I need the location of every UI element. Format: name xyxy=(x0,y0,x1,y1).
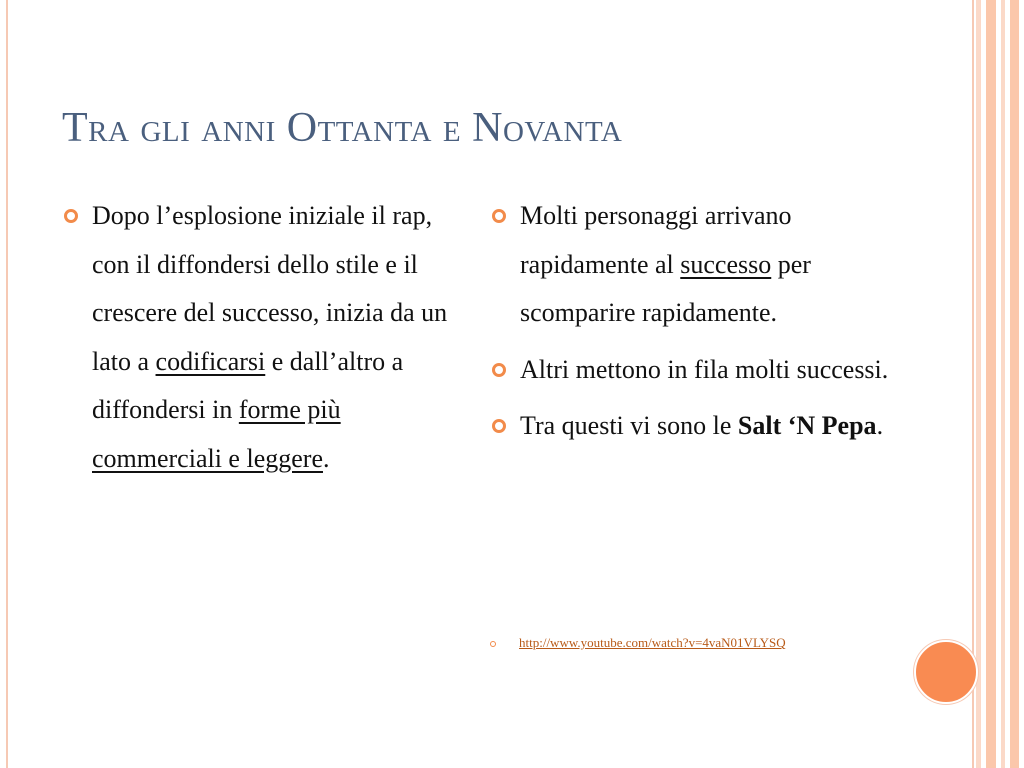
forme-commerciali-link[interactable]: forme più commerciali e leggere xyxy=(92,395,341,473)
bullet-text: Dopo l’esplosione iniziale il rap, con il diffondersi dello stile e il crescere del successo, inizia da un lato a xyxy=(92,201,448,376)
bullet-text: Molti personaggi arrivano rapidamente al xyxy=(520,201,792,279)
bullet-text: . xyxy=(876,411,884,440)
list-item xyxy=(490,402,890,451)
bullet-text: e dall’altro a diffondersi in xyxy=(92,346,404,424)
bullet-text: . xyxy=(322,443,330,473)
salt-n-pepa-label: Salt ‘N Pepa xyxy=(737,411,877,440)
decorative-circle xyxy=(914,640,978,704)
youtube-link-item xyxy=(490,635,786,651)
bullet-text: Tra questi vi sono le xyxy=(520,411,738,440)
bullet-text: Altri mettono in fila molti successi. xyxy=(520,354,889,384)
left-column xyxy=(62,192,462,483)
youtube-link[interactable]: http://www.youtube.com/watch?v=4vaN01VLYSQ xyxy=(519,635,786,650)
bullet-icon xyxy=(492,363,506,377)
bullet-icon xyxy=(492,419,506,433)
bullet-icon xyxy=(64,209,78,223)
bullet-icon xyxy=(492,209,506,223)
bullet-text: per scomparire rapidamente. xyxy=(520,249,811,327)
slide-title: Tra gli anni Ottanta e Novanta xyxy=(62,105,623,151)
codificarsi-link[interactable]: codificarsi xyxy=(155,346,266,376)
decorative-stripes xyxy=(974,0,1024,768)
right-column xyxy=(490,192,890,451)
list-item xyxy=(490,346,890,395)
bullet-icon xyxy=(490,641,496,647)
list-item xyxy=(490,192,890,338)
successo-link[interactable]: successo xyxy=(680,249,772,279)
list-item xyxy=(62,192,462,483)
